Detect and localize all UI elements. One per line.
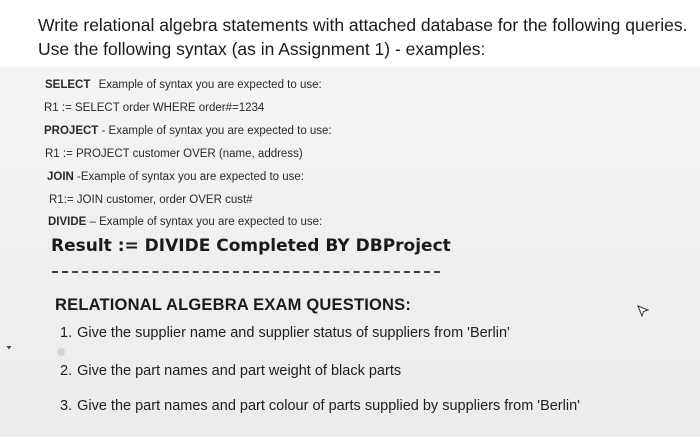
chevron-down-icon[interactable]	[6, 345, 12, 351]
faint-dot-mark	[57, 348, 65, 356]
join-syntax-line	[47, 171, 304, 183]
join-keyword: JOIN	[47, 171, 74, 183]
question-text: Give the part names and part weight of black parts	[77, 363, 402, 379]
select-syntax-line	[45, 79, 322, 91]
instructions-header	[0, 0, 700, 66]
question-2	[60, 363, 401, 379]
project-description: - Example of syntax you are expected to use:	[98, 125, 332, 137]
question-text: Give the supplier name and supplier status of suppliers from 'Berlin'	[77, 325, 510, 341]
join-description: -Example of syntax you are expected to use:	[73, 171, 304, 183]
divide-keyword: DIVIDE	[48, 216, 87, 228]
question-number: 1.	[60, 325, 73, 341]
exam-questions-title: RELATIONAL ALGEBRA EXAM QUESTIONS:	[55, 296, 412, 314]
select-example: R1 := SELECT order WHERE order#=1234	[44, 102, 265, 114]
question-1	[60, 325, 510, 341]
question-number: 3.	[60, 398, 73, 414]
question-3	[60, 398, 580, 414]
join-example: R1:= JOIN customer, order OVER cust#	[49, 194, 253, 206]
question-number: 2.	[60, 363, 73, 379]
question-text: Give the part names and part colour of parts supplied by suppliers from 'Berlin'	[77, 398, 580, 414]
select-keyword: SELECT	[45, 79, 91, 91]
dashed-separator	[52, 271, 440, 273]
project-keyword: PROJECT	[44, 125, 99, 137]
mouse-pointer-icon	[637, 305, 649, 317]
select-description: Example of syntax you are expected to use:	[98, 79, 322, 91]
divide-result-example: Result := DIVIDE Completed BY DBProject	[51, 236, 451, 256]
project-example: R1 := PROJECT customer OVER (name, address)	[45, 148, 303, 160]
project-syntax-line	[44, 125, 332, 137]
instructions-line-2: Use the following syntax (as in Assignment 1) - examples:	[38, 39, 486, 59]
instructions-line-1: Write relational algebra statements with attached database for the following queries.	[38, 15, 688, 35]
divide-syntax-line	[48, 216, 322, 228]
divide-description: – Example of syntax you are expected to use:	[86, 216, 323, 228]
